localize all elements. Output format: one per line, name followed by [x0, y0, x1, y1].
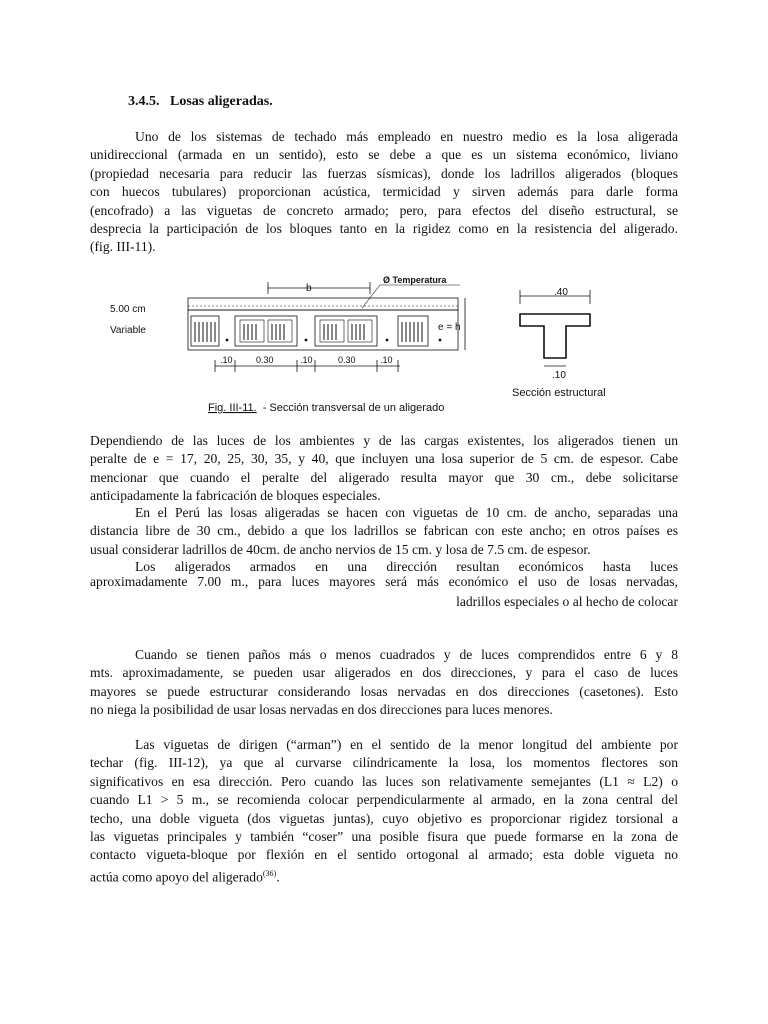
paragraph-panos: [90, 646, 678, 720]
cropped-line: [90, 576, 678, 590]
text-line: mts. aproximadamente, se pueden usar aligerados en dos direcciones, y para el caso de luces: [90, 665, 678, 681]
paragraph-armados: [90, 558, 678, 576]
text-line-tail: ladrillos especiales o al hecho de colocar: [456, 594, 678, 609]
text-line: (propiedad necesaria para reducir las fuerzas sísmicas), donde los ladrillos aligerados (bloques: [90, 165, 678, 181]
text-line: (fig. III-11).: [90, 239, 156, 255]
text-line: Dependiendo de las luces de los ambientes y de las cargas existentes, los aligerados tienen un: [90, 433, 678, 448]
dim-1: .10: [220, 355, 233, 365]
dim-3: .10: [300, 355, 313, 365]
text-line: Los aligerados armados en una dirección resultan económicos hasta luces: [135, 559, 678, 574]
dim-2: 0.30: [256, 355, 274, 365]
slab-top: [188, 298, 458, 310]
caption-number: Fig. III-11.: [208, 402, 257, 414]
label-5cm: 5.00 cm: [110, 304, 146, 315]
text-line-final: [90, 865, 678, 887]
final-period: .: [276, 869, 280, 885]
label-variable: Variable: [110, 325, 146, 336]
brick-4: [398, 316, 428, 346]
paragraph-intro: [90, 128, 678, 257]
brick-2: [235, 316, 297, 346]
caption-text: - Sección transversal de un aligerado: [262, 402, 445, 414]
section-heading: [128, 94, 273, 110]
text-line: desprecia la participación de los bloques tanto en la rigidez como en la resistencia del aligerado.: [90, 221, 678, 237]
text-line: contacto vigueta-bloque por flexión en el sentido ortogonal al armado; esta doble vigueta no: [90, 847, 678, 863]
reference-36: (36): [262, 868, 277, 878]
text-line: significativos en esa dirección. Pero cuando las luces son relativamente semejantes (L1 ≈ L2) o: [90, 773, 678, 789]
t-section: [512, 287, 606, 399]
text-line: anticipadamente la fabricación de bloques especiales.: [90, 488, 381, 504]
tsec-width-bottom: .10: [552, 370, 566, 381]
text-line: techo, una doble vigueta (dos viguetas juntas), cuyo objetivo es proporcionar rigidez torsional a: [90, 810, 678, 826]
tsec-width-top: .40: [554, 287, 568, 298]
text-line: Cuando se tienen paños más o menos cuadrados y de luces comprendidos entre 6 y 8: [135, 647, 678, 662]
tsec-label: Sección estructural: [512, 387, 606, 399]
label-b: b: [306, 283, 312, 294]
figure-aligerado-section: [100, 270, 630, 420]
text-final: actúa como apoyo del aligerado: [90, 869, 263, 885]
text-line: con huecos tubulares) proporcionan acústica, termicidad y sirven además para darle forma: [90, 184, 678, 200]
paragraph-peru: [90, 504, 678, 559]
label-temperature: Ø Temperatura: [383, 275, 447, 285]
text-line: peralte de e = 17, 20, 25, 30, 35, y 40, que incluyen una losa superior de 5 cm. de espesor. Cabe: [90, 451, 678, 467]
text-line: En el Perú las losas aligeradas se hacen con viguetas de 10 cm. de ancho, separadas una: [135, 505, 678, 520]
text-line: unidireccional (armada en un sentido), esto se debe a que es un sistema económico, liviano: [90, 147, 678, 163]
text-line: no niega la posibilidad de usar losas nervadas en dos direcciones para luces menores.: [90, 702, 553, 718]
paragraph-peralte: [90, 432, 678, 506]
paragraph-viguetas: [90, 736, 678, 887]
dim-5: .10: [380, 355, 393, 365]
text-line: usual considerar ladrillos de 40cm. de ancho nervios de 15 cm. y losa de 7.5 cm. de espesor.: [90, 541, 591, 557]
brick-3: [315, 316, 377, 346]
text-line: mayores se puede estructurar considerando losas nervadas en dos direcciones (casetones). Esto: [90, 683, 678, 699]
section-number: 3.4.5.: [128, 94, 160, 109]
dim-4: 0.30: [338, 355, 356, 365]
label-eh: e = h: [438, 322, 461, 333]
text-line: Las viguetas de dirigen (“arman”) en el sentido de la menor longitud del ambiente por: [135, 737, 678, 752]
text-line: cuando L1 > 5 m., se recomienda colocar perpendicularmente al armado, en la zona central del: [90, 792, 678, 808]
section-title: Losas aligeradas.: [170, 94, 273, 109]
text-line: techar (fig. III-12), ya que al curvarse cilíndricamente la losa, los momentos flectores son: [90, 755, 678, 771]
text-line: las viguetas principales y también “coser” una posible fisura que puede formarse en la zona de: [90, 829, 678, 845]
text-line: mencionar que cuando el peralte del aligerado resulta mayor que 30 cm., debe solicitarse: [90, 469, 678, 485]
text-line: aproximadamente 7.00 m., para luces mayores será más económico el uso de losas nervadas,: [90, 576, 678, 589]
text-line: Uno de los sistemas de techado más empleado en nuestro medio es la losa aligerada: [135, 129, 678, 144]
text-line: distancia libre de 30 cm., debido a que los ladrillos se fabrican con este ancho; en otros países es: [90, 523, 678, 539]
figure-caption: [208, 402, 444, 414]
brick-1: [191, 316, 219, 346]
text-line: (encofrado) a las viguetas de concreto armado; pero, para efectos del diseño estructural, se: [90, 202, 678, 218]
